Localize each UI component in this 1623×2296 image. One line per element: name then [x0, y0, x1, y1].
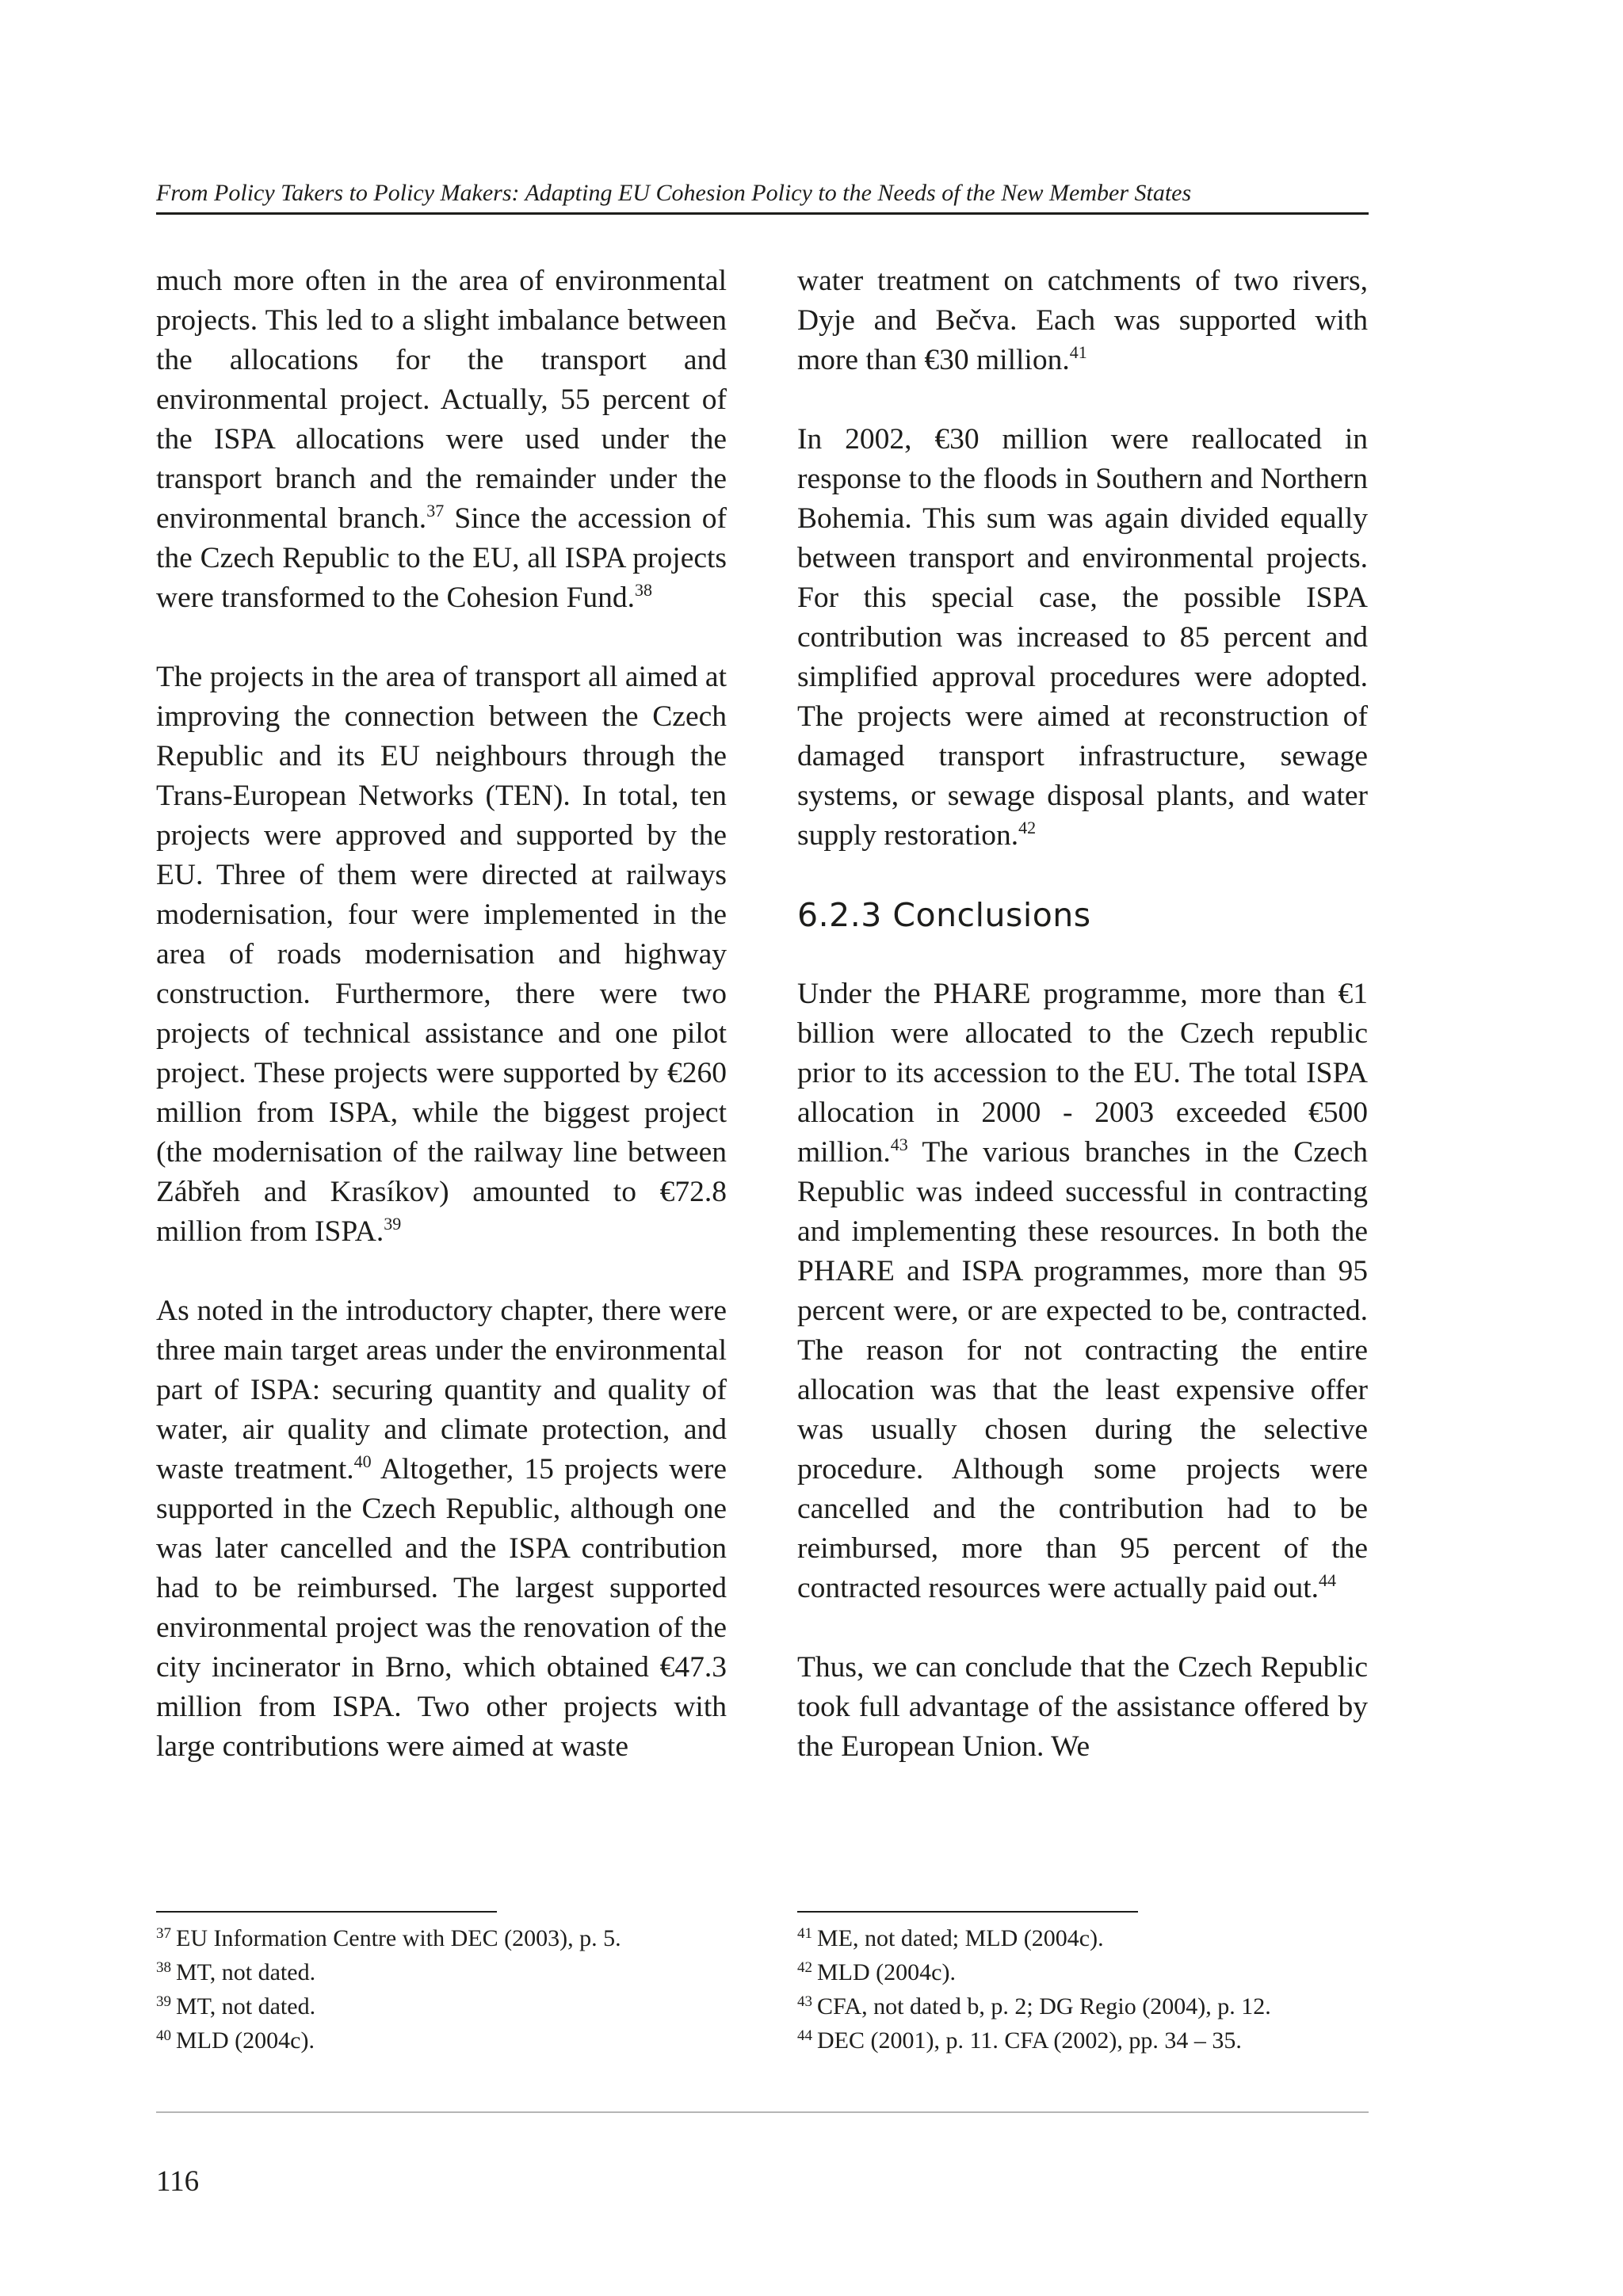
paragraph: The projects in the area of transport all aimed at improving the connection between the Czech Republic and its EU neighbours through the Trans-European Networks (TEN). In total, ten projects were approved and supported by the EU. Three of them were directed at railways modernisation, four were implemented in the area of roads modernisation and highway construction. Furthermore, there were two projects of technical assistance and one pilot project. These projects were supported by €260 million from ISPA, while the biggest project (the modernisation of the railway line between Zábřeh and Krasíkov) amounted to €72.8 million from ISPA.$^{39}$	[156, 661, 727, 1248]
footnote: $^{38}$ MT, not dated.	[156, 1959, 316, 1985]
footnote: $^{42}$ MLD (2004c).	[797, 1959, 956, 1985]
footnotes-left	[156, 1921, 727, 2058]
paragraph: water treatment on catchments of two rivers, Dyje and Bečva. Each was supported with more than €30 million.$^{41}$	[797, 265, 1368, 376]
footnote: $^{39}$ MT, not dated.	[156, 1993, 316, 2019]
footnote-ref[interactable]: 43	[890, 1135, 908, 1154]
footnote-divider	[797, 1911, 1138, 1913]
footnote-ref[interactable]: 38	[635, 580, 653, 600]
footnote: $^{41}$ ME, not dated; MLD (2004c).	[797, 1925, 1104, 1951]
footnote: $^{44}$ DEC (2001), p. 11. CFA (2002), pp. 34 – 35.	[797, 2027, 1242, 2054]
paragraph: As noted in the introductory chapter, there were three main target areas under the environmental part of ISPA: securing quantity and quality of water, air quality and climate protection, and waste treatment.$^{40}$ Altogether, 15 projects were supported in the Czech Republic, although one was later cancelled and the ISPA contribution had to be reimbursed. The largest supported environmental project was the renovation of the city incinerator in Brno, which obtained €47.3 million from ISPA. Two other projects with large contributions were aimed at waste	[156, 1295, 727, 1763]
footnote: $^{37}$ EU Information Centre with DEC (2003), p. 5.	[156, 1925, 621, 1951]
paragraph: In 2002, €30 million were reallocated in response to the floods in Southern and Northern Bohemia. This sum was again divided equally between transport and environmental projects. For this special case, the possible ISPA contribution was increased to 85 percent and simplified approval procedures were adopted. The projects were aimed at reconstruction of damaged transport infrastructure, sewage systems, or sewage disposal plants, and water supply restoration.$^{42}$	[797, 423, 1368, 852]
page-number: 116	[156, 2165, 200, 2198]
footer-divider	[156, 2111, 1369, 2113]
footnote-ref[interactable]: 41	[1069, 342, 1087, 362]
footnotes-right	[797, 1921, 1368, 2058]
footnote-ref[interactable]: 39	[384, 1214, 402, 1234]
footnote-ref[interactable]: 37	[426, 501, 445, 521]
right-column	[797, 261, 1368, 1767]
header-divider	[156, 212, 1369, 215]
left-column	[156, 261, 727, 1767]
section-heading: 6.2.3 Conclusions	[797, 896, 1091, 934]
paragraph: Under the PHARE programme, more than €1 billion were allocated to the Czech republic prior to its accession to the EU. The total ISPA allocation in 2000 - 2003 exceeded €500 million.$^{43}$ The various branches in the Czech Republic was indeed successful in contracting and implementing these resources. In both the PHARE and ISPA programmes, more than 95 percent were, or are expected to be, contracted. The reason for not contracting the entire allocation was that the least expensive offer was usually chosen during the selective procedure. Although some projects were cancelled and the contribution had to be reimbursed, more than 95 percent of the contracted resources were actually paid out.$^{44}$	[797, 978, 1368, 1604]
footnote-ref[interactable]: 40	[353, 1451, 372, 1471]
footnote: $^{43}$ CFA, not dated b, p. 2; DG Regio (2004), p. 12.	[797, 1993, 1271, 2019]
paragraph: Thus, we can conclude that the Czech Republic took full advantage of the assistance offered by the European Union. We	[797, 1651, 1368, 1763]
footnote-ref[interactable]: 42	[1018, 818, 1037, 837]
footnote-divider	[156, 1911, 497, 1913]
footnote-ref[interactable]: 44	[1319, 1570, 1337, 1590]
running-header: From Policy Takers to Policy Makers: Adapting EU Cohesion Policy to the Needs of the New Member States	[156, 180, 1192, 206]
paragraph: much more often in the area of environmental projects. This led to a slight imbalance between the allocations for the transport and environmental project. Actually, 55 percent of the ISPA allocations were used under the transport branch and the remainder under the environmental branch.$^{37}$ Since the accession of the Czech Republic to the EU, all ISPA projects were transformed to the Cohesion Fund.$^{38}$	[156, 265, 727, 614]
footnote: $^{40}$ MLD (2004c).	[156, 2027, 315, 2054]
